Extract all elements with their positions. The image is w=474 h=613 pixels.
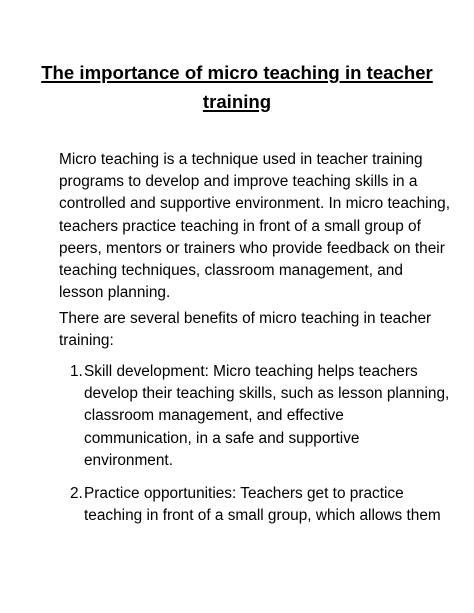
- document-title: [40, 58, 434, 116]
- title-line-2: training: [202, 91, 272, 112]
- list-item-text: Skill development: Micro teaching helps teachers develop their teaching skills, such as lesson planning, classroom management, and effective communication, in a safe and supportive environment.: [84, 363, 450, 469]
- list-item-number: 2.: [70, 485, 83, 503]
- benefits-intro-paragraph: There are several benefits of micro teaching in teacher training:: [59, 310, 432, 350]
- benefits-list: [59, 361, 451, 527]
- title-line-1: The importance of micro teaching in teacher: [41, 62, 433, 83]
- list-item: [59, 483, 451, 527]
- intro-paragraph: Micro teaching is a technique used in teacher training programs to develop and improve teaching skills in a controlled and supportive environment. In micro teaching, teachers practice teaching in front of a small group of peers, mentors or trainers who provide feedback on their teaching techniques, classroom management, and lesson planning.: [59, 151, 450, 302]
- list-item: [59, 361, 451, 472]
- list-item-number: 1.: [70, 363, 83, 380]
- list-item-text: Practice opportunities: Teachers get to practice teaching in front of a small group, which allows them: [84, 485, 441, 525]
